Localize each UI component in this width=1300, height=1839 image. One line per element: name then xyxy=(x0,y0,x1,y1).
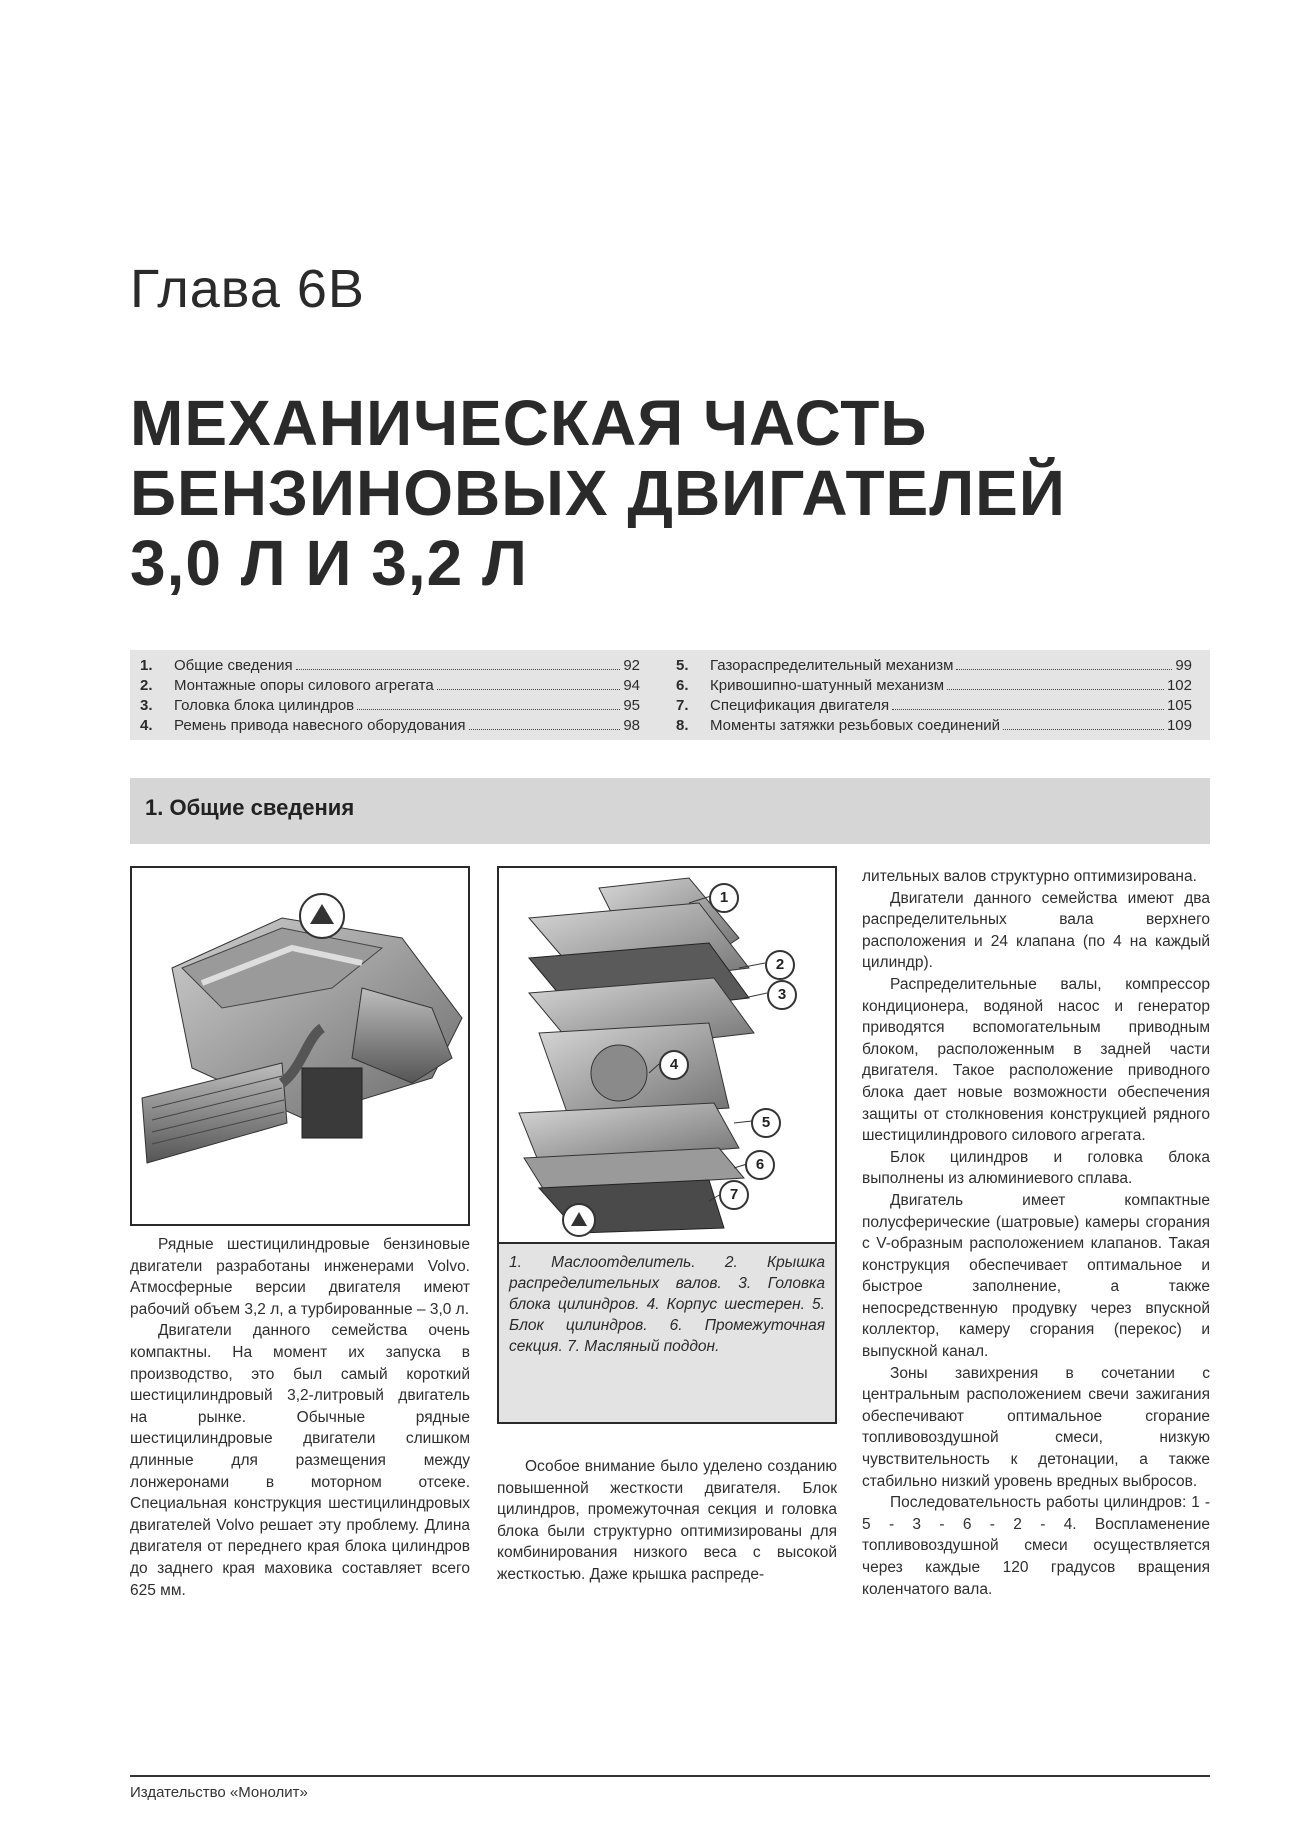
publisher-footer: Издательство «Монолит» xyxy=(130,1784,308,1801)
callout-5: 5 xyxy=(751,1108,781,1138)
paragraph: Рядные шестицилиндровые бензиновые двигатели разработаны инженерами Volvo. Атмосферные версии двигателя имеют рабочий объем 3,2 л, а турбированные – 3,0 л. xyxy=(130,1236,470,1318)
engine-illustration xyxy=(132,868,468,1224)
footer-divider xyxy=(130,1775,1210,1777)
title-line: БЕНЗИНОВЫХ ДВИГАТЕЛЕЙ xyxy=(130,457,1066,529)
figure-caption: 1. Маслоотделитель. 2. Крышка распределительных валов. 3. Головка блока цилиндров. 4. Корпус шестерен. 5. Блок цилиндров. 6. Промежуточная секция. 7. Масляный поддон. xyxy=(497,1244,837,1424)
toc-item[interactable]: 5. Газораспределительный механизм 99 xyxy=(676,657,1192,674)
callout-1: 1 xyxy=(709,883,739,913)
callout-6: 6 xyxy=(745,1150,775,1180)
toc-item[interactable]: 2. Монтажные опоры силового агрегата 94 xyxy=(140,677,640,694)
exploded-engine-figure xyxy=(497,866,837,1244)
callout-7: 7 xyxy=(719,1180,749,1210)
toc-item[interactable]: 1. Общие сведения 92 xyxy=(140,657,640,674)
toc-column-left xyxy=(140,656,640,736)
toc-item[interactable]: 8. Моменты затяжки резьбовых соединений 109 xyxy=(676,717,1192,734)
toc-column-right xyxy=(676,656,1192,736)
paragraph: Блок цилиндров и головка блока выполнены из алюминиевого сплава. xyxy=(862,1148,1210,1188)
callout-2: 2 xyxy=(765,950,795,980)
toc-item[interactable]: 6. Кривошипно-шатунный механизм 102 xyxy=(676,677,1192,694)
paragraph: Последовательность работы цилиндров: 1 - 5 - 3 - 6 - 2 - 4. Воспламенение топливовоздушной смеси осуществляется через каждые 120 градусов вращения коленчатого вала. xyxy=(862,1494,1210,1598)
page-title xyxy=(130,388,1230,598)
chapter-label: Глава 6В xyxy=(130,259,365,319)
callout-4: 4 xyxy=(659,1050,689,1080)
table-of-contents xyxy=(130,650,1210,740)
title-line: 3,0 Л И 3,2 Л xyxy=(130,527,528,599)
engine-photo-figure xyxy=(130,866,470,1226)
paragraph: Двигатели данного семейства очень компактны. На момент их запуска в производство, это был самый короткий шестицилиндровый 3,2-литровый двигатель на рынке. Обычные рядные шестицилиндровые двигатели слишком длинные для размещения между лонжеронами в моторном отсеке. Специальная конструкция шестицилиндровых двигателей Volvo решает эту проблему. Длина двигателя от переднего края блока цилиндров до заднего края маховика составляет всего 625 мм. xyxy=(130,1322,470,1599)
section-title: 1. Общие сведения xyxy=(145,795,355,820)
paragraph: Зоны завихрения в сочетании с центральным расположением свечи зажигания обеспечивают оптимальное сгорание топливовоздушной смеси, низкую чувствительность к детонации, а также стабильно низкий уровень вредных выбросов. xyxy=(862,1364,1210,1490)
text-column-2 xyxy=(497,1456,837,1586)
paragraph: лительных валов структурно оптимизирована. xyxy=(862,868,1197,885)
toc-item[interactable]: 4. Ремень привода навесного оборудования 98 xyxy=(140,717,640,734)
callout-3: 3 xyxy=(767,980,797,1010)
text-column-3 xyxy=(862,866,1210,1600)
paragraph: Особое внимание было уделено созданию повышенной жесткости двигателя. Блок цилиндров, промежуточная секция и головка блока были структурно оптимизированы для комбинирования низкого веса с высокой жесткостью. Даже крышка распреде- xyxy=(497,1458,837,1583)
paragraph: Двигатели данного семейства имеют два распределительных вала верхнего расположения и 24 клапана (по 4 на каждый цилиндр). xyxy=(862,889,1210,972)
text-column-1 xyxy=(130,1234,470,1601)
paragraph: Двигатель имеет компактные полусферические (шатровые) камеры сгорания с V-образным расположением клапанов. Такая конструкция обеспечивает оптимальное и быстрое заполнение, а также непосредственную продувку через впускной коллектор, камеру сгорания (перекос) и выпускной канал. xyxy=(862,1191,1210,1361)
toc-item[interactable]: 3. Головка блока цилиндров 95 xyxy=(140,697,640,714)
title-line: МЕХАНИЧЕСКАЯ ЧАСТЬ xyxy=(130,387,928,459)
paragraph: Распределительные валы, компрессор кондиционера, водяной насос и генератор приводятся вспомогательным приводным блоком, расположенным в задней части двигателя. Такое расположение приводного блока дает новые возможности обеспечения защиты от столкновения конструкцией рядного шестицилиндрового силового агрегата. xyxy=(862,975,1210,1145)
toc-item[interactable]: 7. Спецификация двигателя 105 xyxy=(676,697,1192,714)
